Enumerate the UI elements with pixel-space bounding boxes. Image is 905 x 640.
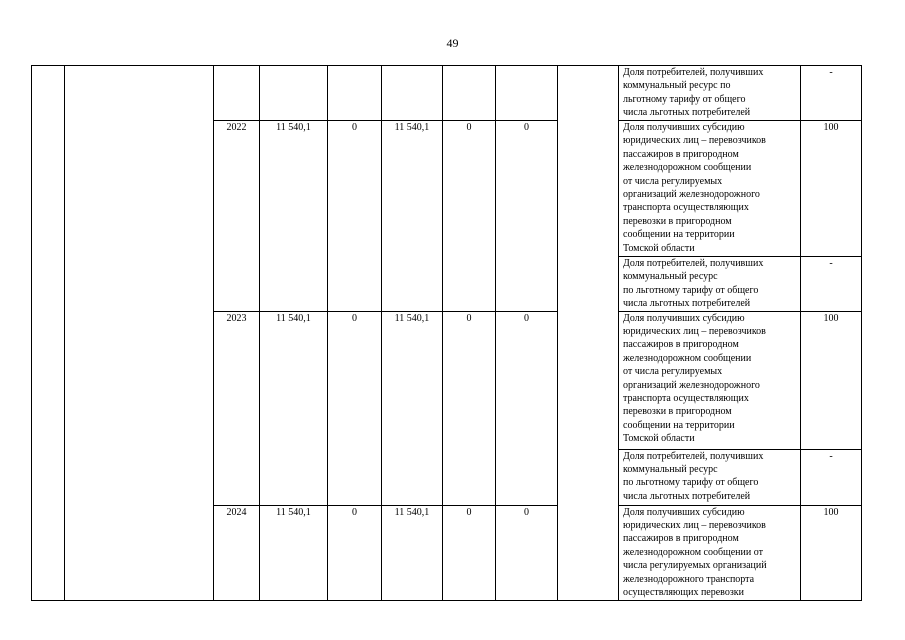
- local-cell: [443, 66, 496, 121]
- regional-cell: 11 540,1: [382, 121, 443, 312]
- local-cell: 0: [443, 121, 496, 312]
- indicator-line: организаций железнодорожного: [623, 189, 760, 201]
- indicator-line: перевозки в пригородном: [623, 215, 732, 227]
- year-cell: [214, 66, 260, 121]
- local-cell: 0: [443, 505, 496, 600]
- indicator-line: Доля потребителей, получивших: [623, 450, 764, 462]
- indicator-line: числа льготных потребителей: [623, 490, 751, 502]
- other-cell: [496, 66, 558, 121]
- empty-number-cell: [32, 66, 65, 601]
- other-cell: 0: [496, 121, 558, 312]
- indicator-line: юридических лиц – перевозчиков: [623, 135, 766, 147]
- federal-cell: 0: [328, 311, 382, 505]
- year-cell: 2024: [214, 505, 260, 600]
- federal-cell: 0: [328, 505, 382, 600]
- indicator-line: осуществляющих перевозки: [623, 587, 744, 599]
- indicator-name-cell: [619, 66, 801, 121]
- indicator-line: транспорта осуществляющих: [623, 202, 749, 214]
- indicator-line: сообщении на территории: [623, 419, 735, 431]
- indicator-value-cell: 100: [801, 505, 862, 600]
- indicator-value-cell: -: [801, 257, 862, 312]
- total-cell: 11 540,1: [260, 505, 328, 600]
- indicator-line: Доля получивших субсидию: [623, 312, 745, 324]
- indicator-line: железнодорожном сообщении: [623, 162, 752, 174]
- indicator-line: пассажиров в пригородном: [623, 148, 739, 160]
- indicator-line: пассажиров в пригородном: [623, 533, 739, 545]
- other-cell: 0: [496, 311, 558, 505]
- year-cell: 2022: [214, 121, 260, 312]
- indicator-line: коммунальный ресурс по: [623, 80, 731, 92]
- budget-indicators-table: [31, 65, 862, 601]
- indicator-line: Доля потребителей, получивших: [623, 258, 764, 269]
- indicator-line: Доля получивших субсидию: [623, 122, 745, 133]
- indicator-line: по льготному тарифу от общего: [623, 284, 759, 296]
- indicator-line: организаций железнодорожного: [623, 379, 760, 391]
- regional-cell: 11 540,1: [382, 311, 443, 505]
- indicator-line: железнодорожном сообщении от: [623, 546, 763, 558]
- indicator-name-cell: [619, 311, 801, 449]
- indicator-line: от числа регулируемых: [623, 366, 723, 378]
- empty-name-cell: [65, 66, 214, 601]
- indicator-value-cell: 100: [801, 311, 862, 449]
- federal-cell: 0: [328, 121, 382, 312]
- federal-cell: [328, 66, 382, 121]
- indicator-line: Томской области: [623, 242, 695, 254]
- indicator-line: льготному тарифу от общего: [623, 93, 746, 105]
- regional-cell: [382, 66, 443, 121]
- indicator-line: числа льготных потребителей: [623, 298, 751, 310]
- regional-cell: 11 540,1: [382, 505, 443, 600]
- indicator-value-cell: -: [801, 449, 862, 505]
- page-number: 49: [446, 36, 459, 50]
- indicator-line: числа регулируемых организаций: [623, 560, 767, 572]
- year-cell: 2023: [214, 311, 260, 505]
- indicator-line: от числа регулируемых: [623, 175, 723, 187]
- other-cell: 0: [496, 505, 558, 600]
- indicator-name-cell: [619, 505, 801, 600]
- empty-indicator-label-cell: [558, 66, 619, 601]
- indicator-line: железнодорожного транспорта: [623, 573, 755, 585]
- indicator-name-cell: [619, 449, 801, 505]
- indicator-line: юридических лиц – перевозчиков: [623, 520, 766, 532]
- table-row: [32, 66, 862, 121]
- total-cell: [260, 66, 328, 121]
- indicator-line: коммунальный ресурс: [623, 271, 718, 283]
- indicator-line: сообщении на территории: [623, 229, 735, 241]
- indicator-line: юридических лиц – перевозчиков: [623, 326, 766, 338]
- indicator-value-cell: 100: [801, 121, 862, 257]
- indicator-name-cell: [619, 121, 801, 257]
- indicator-line: Томской области: [623, 433, 695, 445]
- indicator-line: числа льготных потребителей: [623, 107, 751, 119]
- indicator-line: пассажиров в пригородном: [623, 339, 739, 351]
- indicator-line: по льготному тарифу от общего: [623, 477, 759, 489]
- indicator-name-cell: [619, 257, 801, 312]
- local-cell: 0: [443, 311, 496, 505]
- indicator-value-cell: -: [801, 66, 862, 121]
- indicator-line: Доля потребителей, получивших: [623, 67, 764, 78]
- indicator-line: железнодорожном сообщении: [623, 352, 752, 364]
- total-cell: 11 540,1: [260, 311, 328, 505]
- indicator-line: коммунальный ресурс: [623, 464, 718, 476]
- indicator-line: транспорта осуществляющих: [623, 393, 749, 405]
- indicator-line: перевозки в пригородном: [623, 406, 732, 418]
- indicator-line: Доля получивших субсидию: [623, 506, 745, 518]
- total-cell: 11 540,1: [260, 121, 328, 312]
